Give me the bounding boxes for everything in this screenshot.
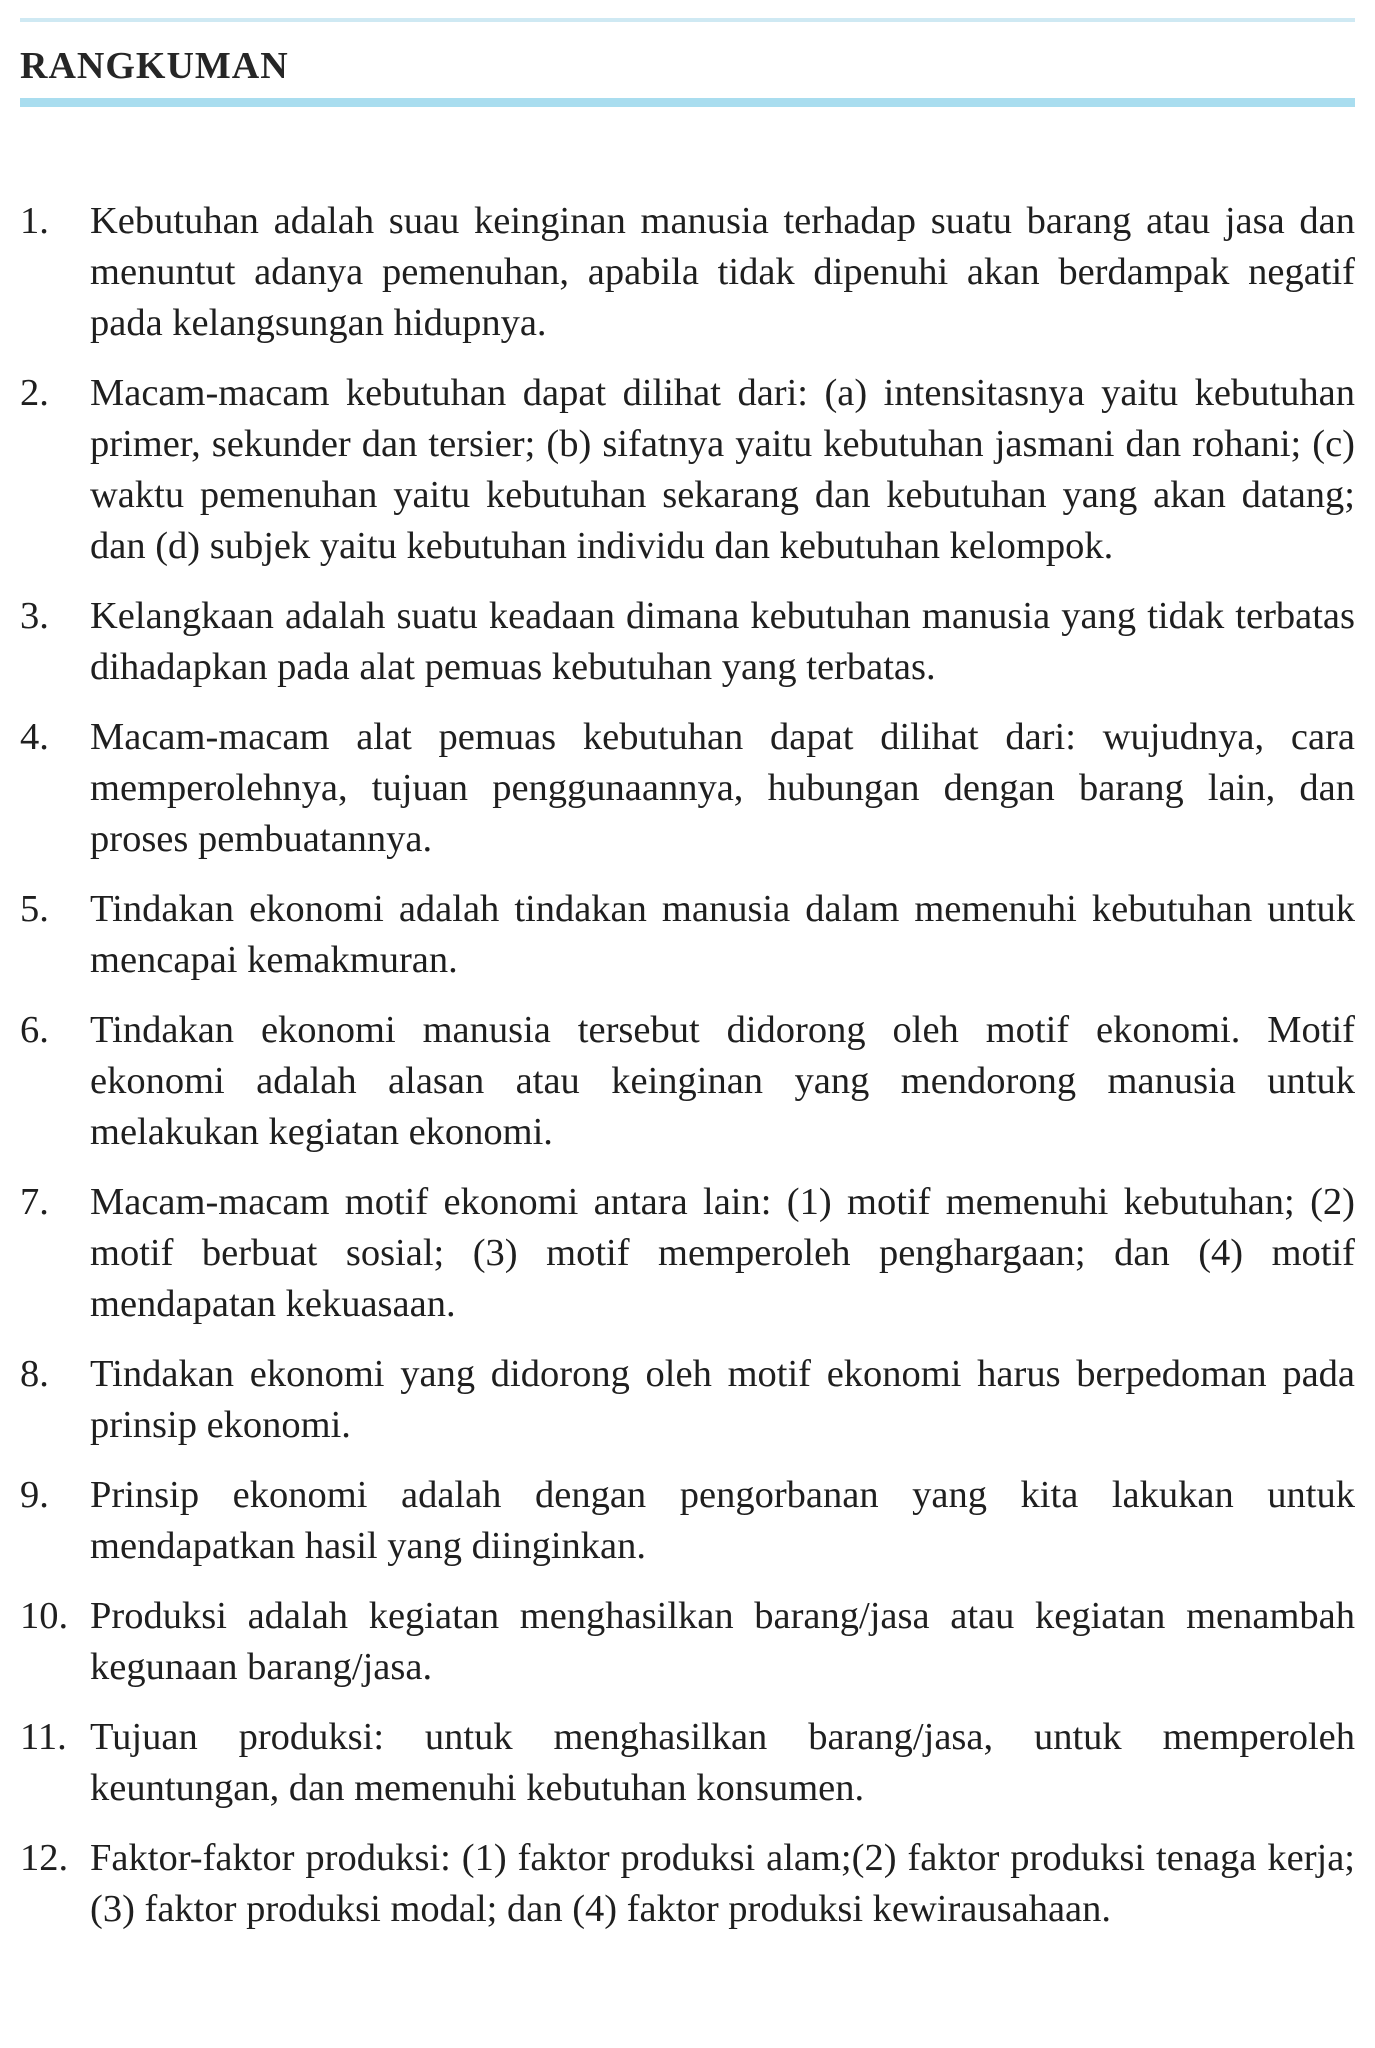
- item-number: 6.: [20, 1009, 49, 1051]
- summary-item-1: [20, 196, 1355, 349]
- item-text: Tujuan produksi: untuk menghasilkan barang/jasa, untuk memperoleh keuntungan, dan memenuhi kebutuhan konsumen.: [90, 1716, 1355, 1809]
- item-text: Produksi adalah kegiatan menghasilkan barang/jasa atau kegiatan menambah kegunaan barang/jasa.: [90, 1595, 1355, 1688]
- item-text: Faktor-faktor produksi: (1) faktor produksi alam;(2) faktor produksi tenaga kerja; (3) faktor produksi modal; dan (4) faktor produksi kewirausahaan.: [90, 1837, 1355, 1930]
- summary-item-7: [20, 1177, 1355, 1330]
- item-number: 11.: [20, 1716, 67, 1758]
- item-number: 12.: [20, 1837, 69, 1879]
- summary-item-5: [20, 884, 1355, 986]
- item-number: 3.: [20, 595, 49, 637]
- section-heading: RANGKUMAN: [20, 45, 289, 87]
- summary-item-9: [20, 1470, 1355, 1572]
- item-text: Kebutuhan adalah suau keinginan manusia terhadap suatu barang atau jasa dan menuntut adanya pemenuhan, apabila tidak dipenuhi akan berdampak negatif pada kelangsungan hidupnya.: [90, 200, 1355, 344]
- item-text: Tindakan ekonomi manusia tersebut didorong oleh motif ekonomi. Motif ekonomi adalah alasan atau keinginan yang mendorong manusia untuk melakukan kegiatan ekonomi.: [90, 1009, 1355, 1153]
- summary-item-8: [20, 1349, 1355, 1451]
- item-number: 5.: [20, 888, 49, 930]
- summary-item-4: [20, 712, 1355, 865]
- summary-item-6: [20, 1005, 1355, 1158]
- summary-item-3: [20, 591, 1355, 693]
- item-number: 8.: [20, 1353, 49, 1395]
- item-text: Macam-macam alat pemuas kebutuhan dapat dilihat dari: wujudnya, cara memperolehnya, tujuan penggunaannya, hubungan dengan barang lain, dan proses pembuatannya.: [90, 716, 1355, 860]
- heading-top-rule: [20, 18, 1355, 22]
- item-number: 4.: [20, 716, 49, 758]
- item-text: Macam-macam motif ekonomi antara lain: (1) motif memenuhi kebutuhan; (2) motif berbuat sosial; (3) motif memperoleh penghargaan; dan (4) motif mendapatan kekuasaan.: [90, 1181, 1355, 1325]
- item-text: Tindakan ekonomi adalah tindakan manusia dalam memenuhi kebutuhan untuk mencapai kemakmuran.: [90, 888, 1355, 981]
- item-number: 2.: [20, 372, 49, 414]
- item-text: Kelangkaan adalah suatu keadaan dimana kebutuhan manusia yang tidak terbatas dihadapkan pada alat pemuas kebutuhan yang terbatas.: [90, 595, 1355, 688]
- item-number: 10.: [20, 1595, 69, 1637]
- item-text: Prinsip ekonomi adalah dengan pengorbanan yang kita lakukan untuk mendapatkan hasil yang diinginkan.: [90, 1474, 1355, 1567]
- item-number: 9.: [20, 1474, 49, 1516]
- item-number: 1.: [20, 200, 49, 242]
- item-number: 7.: [20, 1181, 49, 1223]
- summary-item-10: [20, 1591, 1355, 1693]
- item-text: Macam-macam kebutuhan dapat dilihat dari: (a) intensitasnya yaitu kebutuhan primer, sekunder dan tersier; (b) sifatnya yaitu kebutuhan jasmani dan rohani; (c) waktu pemenuhan yaitu kebutuhan sekarang dan kebutuhan yang akan datang; dan (d) subjek yaitu kebutuhan individu dan kebutuhan kelompok.: [90, 372, 1355, 567]
- heading-bottom-rule: [20, 98, 1355, 107]
- summary-item-12: [20, 1833, 1355, 1935]
- summary-item-11: [20, 1712, 1355, 1814]
- item-text: Tindakan ekonomi yang didorong oleh motif ekonomi harus berpedoman pada prinsip ekonomi.: [90, 1353, 1355, 1446]
- summary-list: [20, 196, 1355, 1954]
- summary-item-2: [20, 368, 1355, 572]
